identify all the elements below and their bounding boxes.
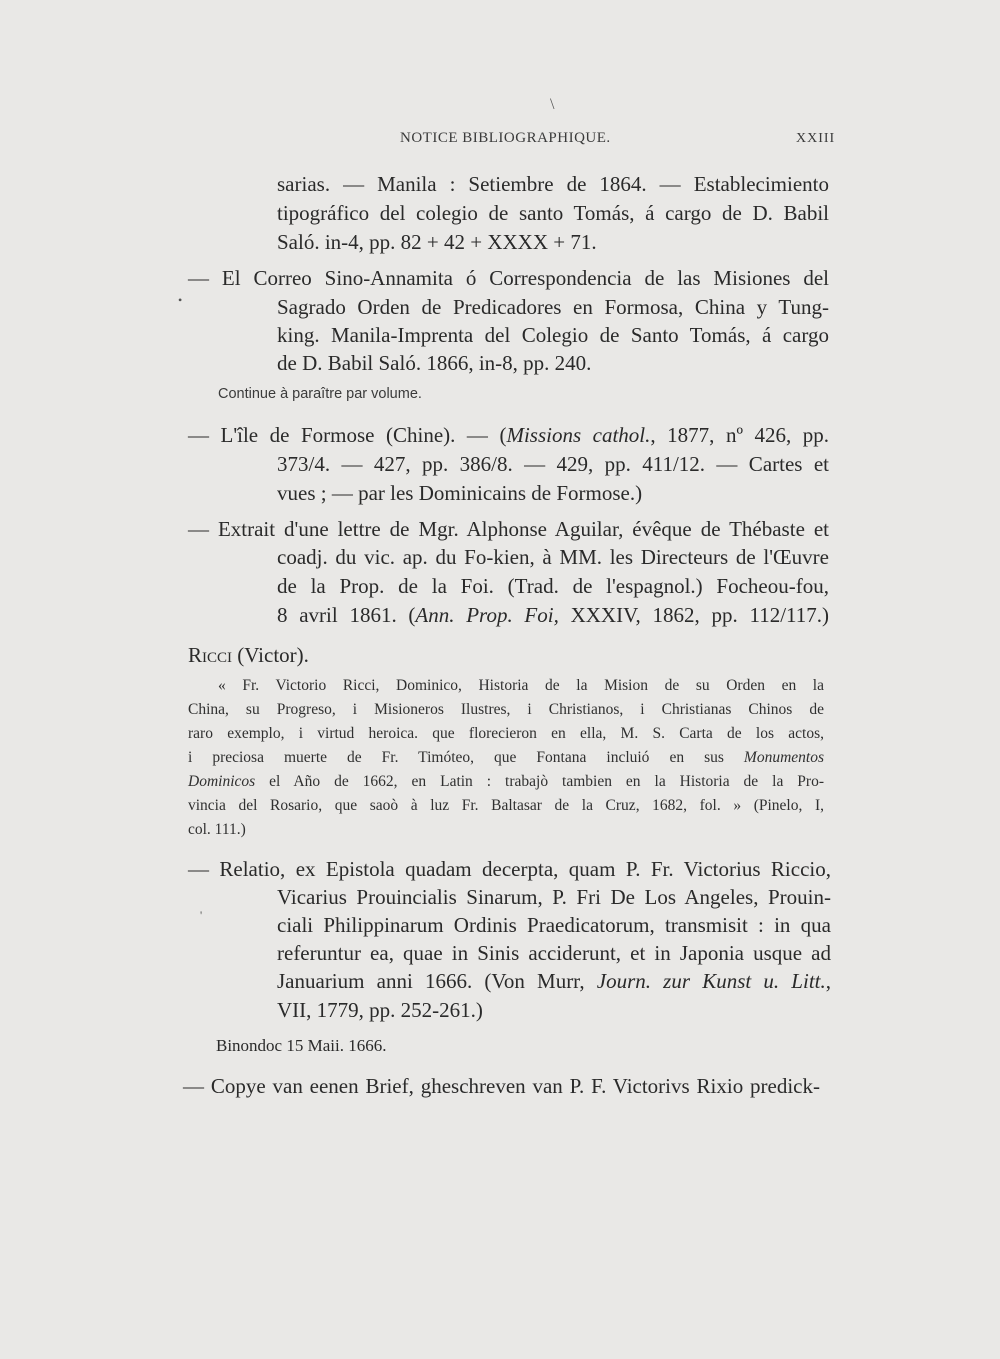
quote-line1: « Fr. Victorio Ricci, Dominico, Historia de la Mision de su Orden en la [218, 677, 824, 694]
quote-line5 [188, 773, 824, 791]
quote-line4-text: i preciosa muerte de Fr. Timóteo, que Fontana incluió en sus [188, 749, 744, 766]
entry4-journal-title: Ann. Prop. Foi, [415, 603, 559, 627]
entry5-line6: VII, 1779, pp. 252-261.) [277, 998, 483, 1022]
entry3-line1-text: — L'île de Formose (Chine). — ( [188, 423, 507, 447]
entry4-line4-text: 8 avril 1861. ( [277, 603, 416, 627]
entry5-line1: — Relatio, ex Epistola quadam decerpta, quam P. Fr. Victorius Riccio, [188, 857, 831, 881]
entry1-line3: Saló. in-4, pp. 82 + 42 + XXXX + 71. [277, 230, 597, 254]
entry4-line2: coadj. du vic. ap. du Fo-kien, à MM. les Directeurs de l'Œuvre [277, 545, 829, 569]
entry5-line5 [277, 969, 831, 994]
entry5-line5-end: , [825, 969, 831, 993]
entry2-line1: — El Correo Sino-Annamita ó Correspondencia de las Misiones del [188, 266, 829, 290]
running-header-title: NOTICE BIBLIOGRAPHIQUE. [400, 130, 611, 146]
quote-line5-text: el Año de 1662, en Latin : trabajò tambien en la Historia de la Pro- [255, 773, 824, 790]
stray-mark-margin-2: ' [200, 908, 203, 922]
entry4-line4-ref: XXXIV, 1862, pp. 112/117.) [558, 603, 830, 627]
quote-line4 [188, 749, 824, 767]
entry4-line3: de la Prop. de la Foi. (Trad. de l'espagnol.) Focheou-fou, [277, 574, 829, 598]
entry6-line1: — Copye van eenen Brief, gheschreven van P. F. Victorivs Rixio predick- [183, 1074, 820, 1098]
entry5-line2: Vicarius Prouincialis Sinarum, P. Fri De Los Angeles, Prouin- [277, 885, 831, 909]
entry4-line4 [277, 603, 829, 628]
quote-line3: raro exemplo, i virtud heroica. que florecieron en ella, M. S. Carta de los actos, [188, 725, 824, 742]
entry3-journal-title: Missions cathol. [506, 423, 651, 447]
entry3-line2: 373/4. — 427, pp. 386/8. — 429, pp. 411/12. — Cartes et [277, 452, 829, 476]
entry5-line3: ciali Philippinarum Ordinis Praedicatorum, transmisit : in qua [277, 913, 831, 937]
quote-work-title-cont: Dominicos [188, 773, 256, 790]
entry4-line1: — Extrait d'une lettre de Mgr. Alphonse Aguilar, évêque de Thébaste et [188, 517, 829, 541]
author-surname: Ricci [188, 643, 233, 667]
stray-mark-margin: • [178, 293, 183, 307]
entry2-line4: de D. Babil Saló. 1866, in-8, pp. 240. [277, 351, 592, 375]
entry2-line2: Sagrado Orden de Predicadores en Formosa, China y Tung- [277, 295, 829, 319]
quote-line2: China, su Progreso, i Misioneros Ilustres, i Christianos, i Christianas Chinos de [188, 701, 824, 718]
author-heading [188, 643, 309, 668]
entry3-line1-ref: , 1877, nº 426, pp. [650, 423, 830, 447]
entry5-note: Binondoc 15 Maii. 1666. [216, 1036, 387, 1055]
quote-work-title: Monumentos [743, 749, 824, 766]
entry5-line4: referuntur ea, quae in Sinis acciderunt, et in Japonia usque ad [277, 941, 831, 965]
author-forename: (Victor). [232, 643, 309, 667]
entry3-line1 [188, 423, 829, 448]
entry5-journal-title: Journ. zur Kunst u. Litt. [596, 969, 826, 993]
quote-line6: vincia del Rosario, que saoò à luz Fr. Baltasar de la Cruz, 1682, fol. » (Pinelo, I, [188, 797, 824, 814]
entry1-line1: sarias. — Manila : Setiembre de 1864. — Establecimiento [277, 172, 829, 196]
entry2-line3: king. Manila-Imprenta del Colegio de Santo Tomás, á cargo [277, 323, 829, 347]
stray-mark-top: \ [550, 96, 555, 113]
quote-line7: col. 111.) [188, 821, 246, 838]
page-number: XXIII [796, 131, 836, 146]
entry1-line2: tipográfico del colegio de santo Tomás, á cargo de D. Babil [277, 201, 829, 225]
entry5-line5-text: Januarium anni 1666. (Von Murr, [277, 969, 597, 993]
entry3-line3: vues ; — par les Dominicains de Formose.) [277, 481, 643, 505]
entry2-note: Continue à paraître par volume. [218, 386, 422, 402]
